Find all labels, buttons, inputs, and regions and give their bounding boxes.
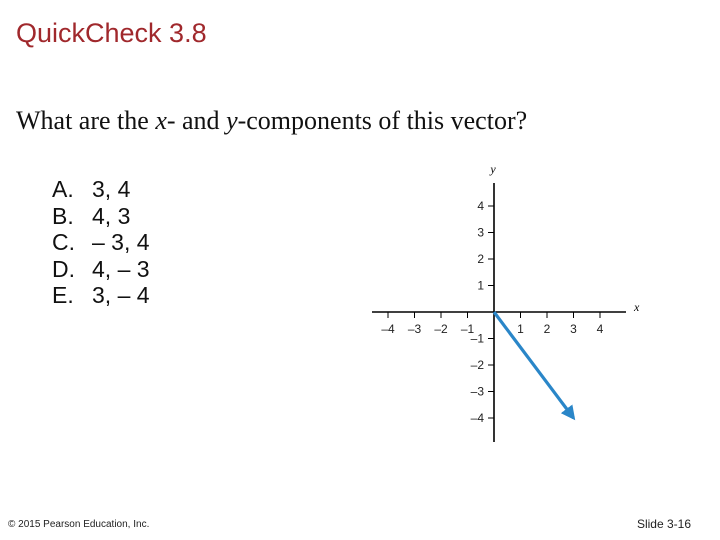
option-d[interactable]: [52, 256, 150, 283]
question-part-1: What are the: [16, 106, 156, 135]
y-tick-label: 3: [477, 225, 484, 240]
y-tick-label: 4: [477, 199, 484, 213]
question-part-3: -components of this vector?: [237, 106, 528, 135]
x-tick-label: 1: [517, 322, 524, 336]
x-tick-label: 4: [596, 322, 604, 336]
y-axis-label: y: [490, 162, 496, 176]
copyright-text: © 2015 Pearson Education, Inc.: [8, 519, 150, 530]
option-a[interactable]: [52, 176, 150, 203]
option-letter: B.: [52, 202, 74, 229]
option-b[interactable]: [52, 203, 150, 230]
x-tick-label: –2: [434, 322, 448, 336]
x-axis-label: x: [634, 300, 640, 314]
y-tick-label: –3: [470, 384, 484, 399]
question-part-2: - and: [166, 106, 227, 135]
y-tick-label: 1: [477, 278, 484, 293]
y-tick-label: 2: [477, 252, 484, 266]
x-tick-label: 2: [543, 322, 551, 336]
option-letter: A.: [52, 176, 74, 202]
option-letter: E.: [52, 282, 74, 308]
answer-options: [52, 176, 150, 309]
option-text: 4, 3: [92, 202, 131, 229]
y-tick-label: –1: [470, 331, 484, 346]
x-tick-label: –4: [381, 322, 395, 336]
x-tick-label: –3: [407, 322, 422, 336]
option-letter: C.: [52, 229, 75, 255]
slide-title: QuickCheck 3.8: [16, 18, 207, 48]
option-c[interactable]: [52, 229, 150, 256]
question-text: [16, 106, 527, 136]
question-y-variable: y: [226, 106, 238, 135]
y-tick-label: –2: [470, 358, 484, 372]
option-text: – 3, 4: [92, 229, 150, 255]
option-e[interactable]: [52, 282, 150, 309]
x-tick-label: 3: [570, 322, 577, 336]
option-letter: D.: [52, 255, 75, 282]
option-text: 3, 4: [92, 176, 131, 202]
x-tick-label: –1: [460, 322, 475, 336]
vector-arrow: [494, 312, 574, 418]
question-x-variable: x: [155, 106, 167, 135]
y-tick-label: –4: [470, 411, 484, 425]
slide-number: Slide 3-16: [636, 517, 691, 531]
option-text: 3, – 4: [92, 282, 150, 308]
option-text: 4, – 3: [92, 255, 150, 282]
vector-plot: [360, 160, 650, 450]
